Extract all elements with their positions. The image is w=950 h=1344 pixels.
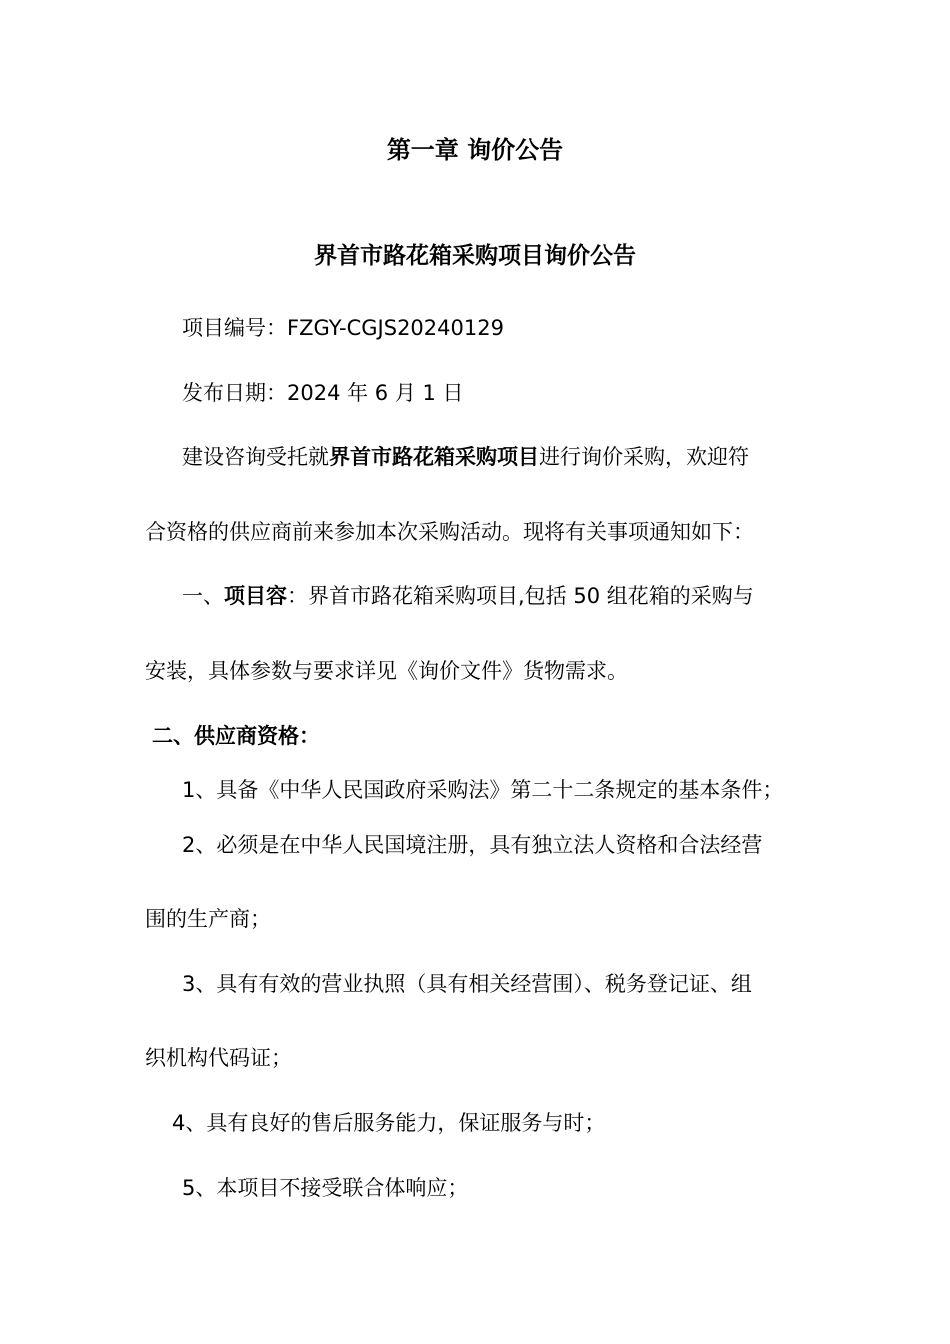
section1-line-1 (182, 581, 754, 611)
qualification-item-2-cont: 围的生产商； (145, 907, 271, 931)
qualification-item-3-cont: 织机构代码证； (145, 1046, 292, 1070)
section1-line-2: 安装，具体参数与要求详见《询价文件》货物需求。 (145, 659, 628, 683)
publish-date: 发布日期：2024 年 6 月 1 日 (182, 381, 464, 405)
section2-heading: 二、供应商资格： (152, 724, 320, 748)
project-number: 项目编号：FZGY-CGJS20240129 (182, 316, 504, 340)
section1-prefix: 一、 (182, 584, 224, 608)
qualification-item-2: 2、必须是在中华人民国境注册，具有独立法人资格和合法经营 (182, 833, 763, 857)
intro-project-name: 界首市路花箱采购项目 (329, 445, 539, 469)
qualification-item-3: 3、具有有效的营业执照（具有相关经营围）、税务登记证、组 (182, 972, 752, 996)
qualification-item-1: 1、具备《中华人民国政府采购法》第二十二条规定的基本条件； (182, 778, 784, 802)
section1-heading: 项目容 (224, 584, 287, 608)
intro-line-2: 合资格的供应商前来参加本次采购活动。现将有关事项通知如下： (145, 520, 754, 544)
intro-prefix: 建设咨询受托就 (182, 445, 329, 469)
intro-suffix: 进行询价采购，欢迎符 (539, 445, 749, 469)
chapter-title: 第一章 询价公告 (386, 136, 564, 164)
qualification-item-5: 5、本项目不接受联合体响应； (182, 1176, 469, 1200)
notice-title: 界首市路花箱采购项目询价公告 (314, 243, 636, 269)
qualification-item-4: 4、具有良好的售后服务能力，保证服务与时； (172, 1111, 606, 1135)
section1-text: ：界首市路花箱采购项目,包括 50 组花箱的采购与 (287, 584, 754, 608)
intro-line-1 (182, 442, 749, 472)
